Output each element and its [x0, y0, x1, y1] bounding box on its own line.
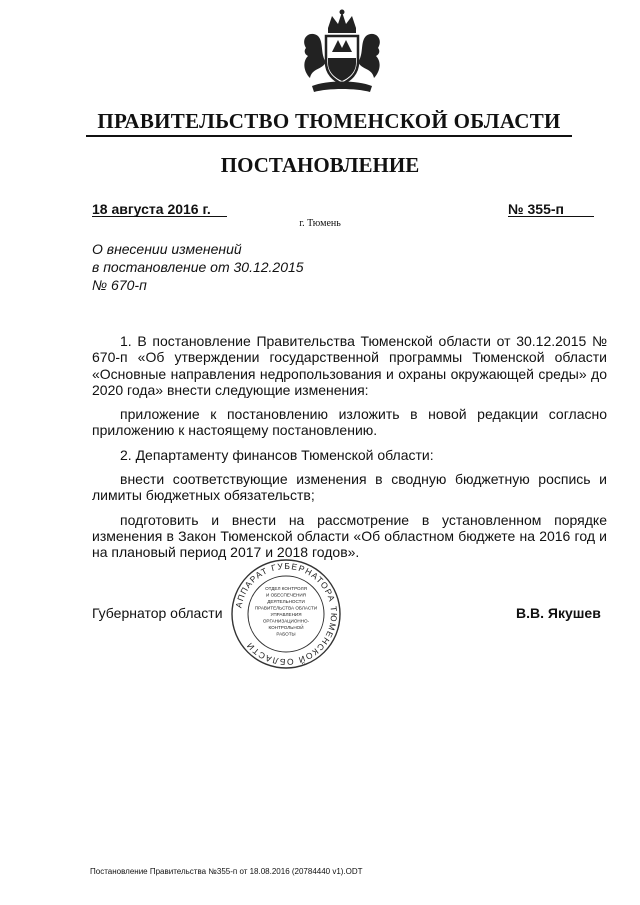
- stamp-ring-text: АППАРАТ ГУБЕРНАТОРА ТЮМЕНСКОЙ ОБЛАСТИ: [233, 560, 340, 668]
- stamp-line: УПРАВЛЕНИЯ: [270, 612, 302, 617]
- paragraph: внести соответствующие изменения в сводную бюджетную роспись и лимиты бюджетных обязательств;: [92, 471, 607, 504]
- paragraph: подготовить и внести на рассмотрение в установленном порядке изменения в Закон Тюменской области «Об областном бюджете на 2016 год и на плановый период 2017 и 2018 годов».: [92, 511, 607, 561]
- document-type: ПОСТАНОВЛЕНИЕ: [220, 153, 420, 177]
- document-date: 18 августа 2016 г.: [92, 201, 211, 217]
- stamp-line: ОТДЕЛ КОНТРОЛЯ: [265, 586, 307, 591]
- stamp-line: ДЕЯТЕЛЬНОСТИ: [267, 599, 305, 604]
- coat-of-arms-icon: [292, 8, 392, 96]
- stamp-line: И ОБЕСПЕЧЕНИЯ: [266, 592, 306, 598]
- signer-title: Губернатор области: [92, 605, 223, 621]
- body-text: [92, 333, 607, 569]
- stamp-line: РАБОТЫ: [276, 631, 296, 637]
- subject-block: [92, 240, 304, 294]
- document-number: № 355-п: [508, 201, 564, 217]
- number-underline: [508, 216, 594, 217]
- document-footer: Постановление Правительства №355-п от 18.08.2016 (20784440 v1).ODT: [90, 867, 363, 876]
- subject-line: № 670-п: [92, 277, 147, 293]
- stamp-line: ОРГАНИЗАЦИОННО-: [262, 618, 310, 624]
- subject-line: в постановление от 30.12.2015: [92, 259, 304, 275]
- date-underline: [92, 216, 227, 217]
- paragraph: 2. Департаменту финансов Тюменской области:: [120, 446, 434, 463]
- title-underline: [86, 135, 572, 137]
- subject-line: О внесении изменений: [92, 241, 242, 257]
- official-stamp: [230, 558, 342, 670]
- signer-name: В.В. Якушев: [516, 605, 601, 621]
- paragraph: 1. В постановление Правительства Тюменской области от 30.12.2015 № 670-п «Об утверждении государственной программы Тюменской области «Основные направления недропользования и охраны окружающей среды» до 2020 года» внести следующие изменения:: [92, 333, 607, 398]
- stamp-line: ПРАВИТЕЛЬСТВА ОБЛАСТИ: [254, 605, 318, 611]
- stamp-line: КОНТРОЛЬНОЙ: [268, 625, 304, 630]
- city: г. Тюмень: [299, 218, 341, 229]
- government-title: ПРАВИТЕЛЬСТВО ТЮМЕНСКОЙ ОБЛАСТИ: [97, 109, 561, 133]
- paragraph: приложение к постановлению изложить в новой редакции согласно приложению к настоящему постановлению.: [92, 406, 607, 439]
